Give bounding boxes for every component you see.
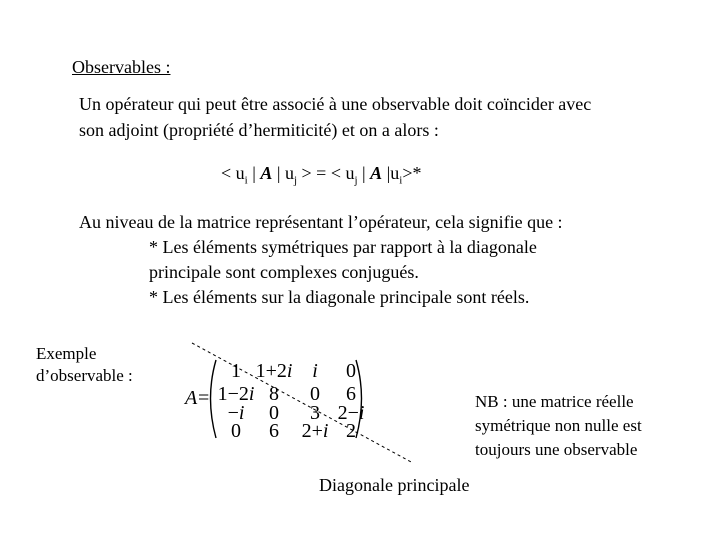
matrix-cell: 2: [346, 420, 356, 442]
formula-subscript: j: [293, 174, 298, 187]
operator-symbol: A: [260, 163, 273, 183]
formula-part: |: [247, 163, 261, 183]
bullet-diagonal: * Les éléments sur la diagonale principale sont réels.: [149, 287, 530, 307]
matrix-cell: 8: [269, 383, 279, 405]
intro-line-2: son adjoint (propriété d’hermiticité) et on a alors :: [79, 120, 439, 140]
left-parenthesis: [211, 360, 217, 438]
right-parenthesis: [356, 360, 362, 438]
formula-part: | u: [272, 163, 294, 183]
formula-part: < u: [221, 163, 245, 183]
matrix-cell: 2+i: [301, 420, 329, 442]
intro-line-1: Un opérateur qui peut être associé à une observable doit coïncider avec: [79, 94, 592, 114]
matrix-cell: 1+2i: [255, 360, 293, 382]
matrix-cell: −i: [227, 402, 245, 424]
matrix-cell: 0: [310, 383, 320, 405]
bullet-symmetric-line-2: principale sont complexes conjugués.: [149, 262, 419, 282]
formula-subscript: j: [354, 174, 358, 187]
diagonal-caption: Diagonale principale: [319, 475, 470, 495]
matrix-equals: =: [198, 387, 210, 409]
matrix-cell: 3: [310, 402, 320, 424]
matrix-cell: 1−2i: [217, 383, 255, 405]
formula-part: |: [357, 163, 371, 183]
matrix-cell: 0: [346, 360, 356, 382]
matrix-cell: 2−i: [337, 402, 365, 424]
matrix-cell: 1: [231, 360, 241, 382]
formula-part: >*: [402, 163, 422, 183]
bullet-symmetric-line-1: * Les éléments symétriques par rapport à la diagonale: [149, 237, 537, 257]
matrix-cell: 6: [346, 383, 356, 405]
nb-note: NB : une matrice réelle symétrique non nulle est toujours une observable: [475, 392, 642, 459]
formula-subscript: i: [244, 174, 248, 187]
section-heading: Observables :: [72, 57, 171, 77]
formula-part: |u: [382, 163, 400, 183]
matrix-cell: 0: [231, 420, 241, 442]
formula-subscript: i: [399, 174, 403, 187]
formula-part: > = < u: [297, 163, 355, 183]
matrix-cell: 6: [269, 420, 279, 442]
matrix-cell: i: [312, 360, 318, 382]
operator-symbol: A: [370, 163, 383, 183]
matrix-cell: 0: [269, 402, 279, 424]
example-label: Exemple d’observable :: [36, 344, 133, 385]
matrix-text-line: Au niveau de la matrice représentant l’opérateur, cela signifie que :: [79, 212, 563, 232]
matrix-name: A: [185, 387, 198, 409]
